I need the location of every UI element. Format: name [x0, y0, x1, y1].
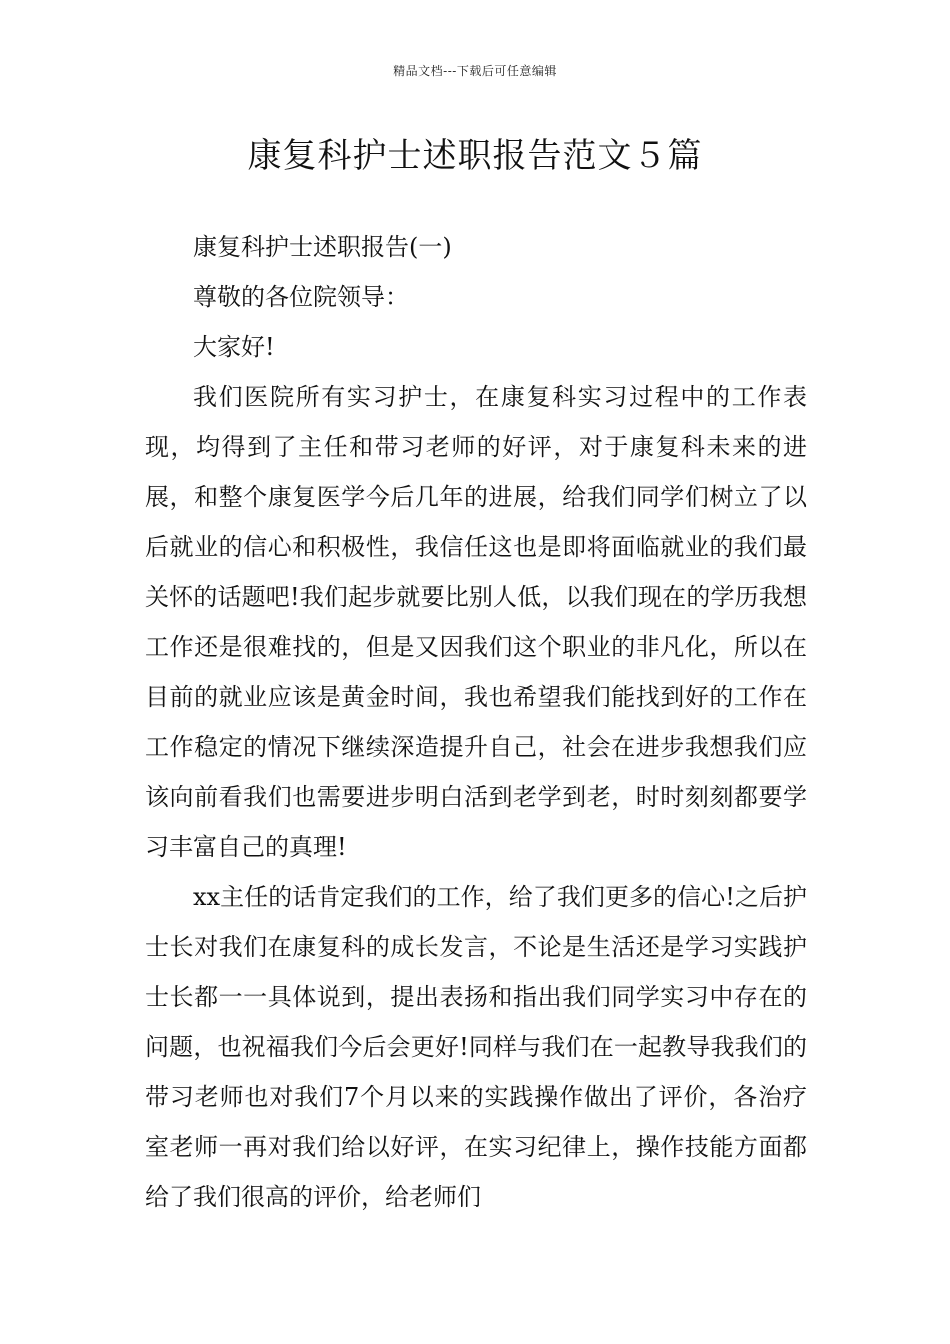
header-note: 精品文档---下载后可任意编辑 [393, 64, 557, 78]
paragraph-greeting: 大家好! [193, 333, 275, 361]
paragraph-salutation: 尊敬的各位院领导： [193, 283, 409, 311]
paragraph-body-2: xx主任的话肯定我们的工作，给了我们更多的信心!之后护士长对我们在康复科的成长发言，不论是生活还是学习实践护士长都一一具体说到，提出表扬和指出我们同学实习中存在的问题，也祝福我们今后会更好!同样与我们在一起教导我我们的带习老师也对我们7个月以来的实践操作做出了评价，各治疗室老师一再对我们给以好评，在实习纪律上，操作技能方面都给了我们很高的评价，给老师们 [145, 883, 807, 1211]
paragraph-body-1: 我们医院所有实习护士，在康复科实习过程中的工作表现，均得到了主任和带习老师的好评，对于康复科未来的进展，和整个康复医学今后几年的进展，给我们同学们树立了以后就业的信心和积极性，我信任这也是即将面临就业的我们最关怀的话题吧!我们起步就要比别人低，以我们现在的学历我想工作还是很难找的，但是又因我们这个职业的非凡化，所以在目前的就业应该是黄金时间，我也希望我们能找到好的工作在工作稳定的情况下继续深造提升自己，社会在进步我想我们应该向前看我们也需要进步明白活到老学到老，时时刻刻都要学习丰富自己的真理! [145, 383, 807, 861]
paragraph-subtitle: 康复科护士述职报告(一) [193, 233, 452, 261]
document-body [145, 222, 807, 1222]
document-title: 康复科护士述职报告范文５篇 [247, 136, 703, 176]
